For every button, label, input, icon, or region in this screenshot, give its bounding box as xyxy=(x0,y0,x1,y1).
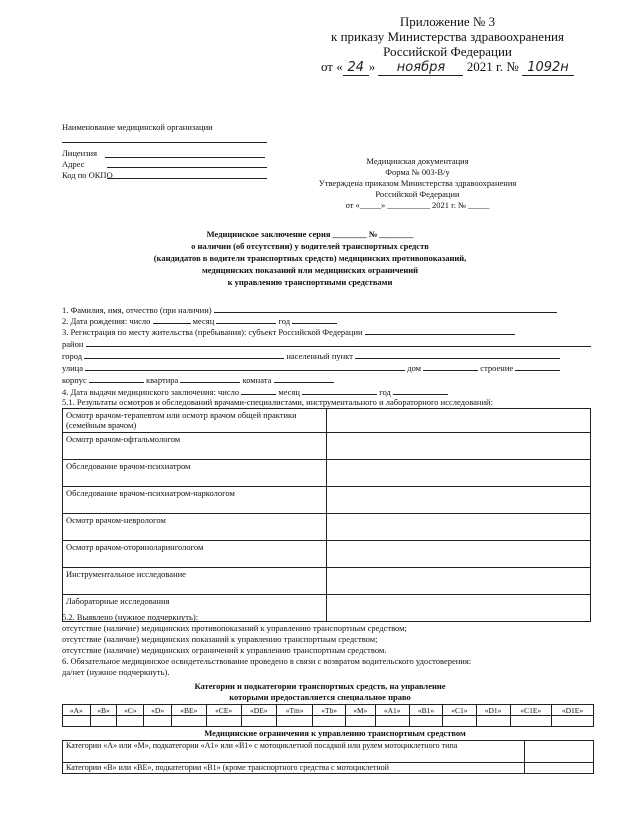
field-registration xyxy=(62,326,515,337)
category-value[interactable] xyxy=(241,716,277,727)
category-cell: «C1E» xyxy=(510,705,551,716)
category-cell: «BE» xyxy=(171,705,206,716)
title-l3: (кандидатов в водители транспортных средств) медицинских противопоказаний, xyxy=(153,253,467,263)
registration-label: 3. Регистрация по месту жительства (пребывания): субъект Российской Федерации xyxy=(62,327,363,337)
categories-title xyxy=(120,681,520,703)
appendix-title: Приложение № 3 xyxy=(399,14,496,29)
med-row-label: Категории «A» или «M», подкатегории «A1» или «B1» с мотоциклетной посадкой или рулем мотоциклетного типа xyxy=(63,741,525,763)
birth-year-label: год xyxy=(278,316,291,326)
category-value[interactable] xyxy=(313,716,346,727)
handwritten-day: 24 xyxy=(343,60,369,76)
category-cell: «C» xyxy=(117,705,144,716)
title-l4: медицинских показаний или медицинских ограничений xyxy=(201,265,419,275)
field-fullname xyxy=(62,304,557,315)
birth-day-label: 2. Дата рождения: число xyxy=(62,316,151,326)
category-value[interactable] xyxy=(90,716,117,727)
category-value[interactable] xyxy=(171,716,206,727)
date-prefix: от « xyxy=(320,59,343,74)
issue-month-label: месяц xyxy=(278,387,300,397)
category-cell: «C1» xyxy=(443,705,476,716)
settlement-label: населенный пункт xyxy=(286,351,353,361)
results-table xyxy=(62,408,591,622)
section-52 xyxy=(62,612,594,678)
category-cell: «B» xyxy=(90,705,117,716)
sec6-yesno[interactable]: да/нет (нужное подчеркнуть). xyxy=(62,667,170,677)
divider xyxy=(62,142,267,143)
title-l2: о наличии (об отсутствии) у водителей транспортных средств xyxy=(191,241,429,251)
result-label: Осмотр врачом-оториноларингологом xyxy=(63,541,327,568)
form-approved: Утверждена приказом Министерства здравоохранения xyxy=(318,178,517,188)
category-cell: «M» xyxy=(345,705,375,716)
result-value[interactable] xyxy=(327,487,591,514)
table-row xyxy=(63,433,591,460)
table-row xyxy=(63,568,591,595)
city-label: город xyxy=(62,351,83,361)
category-value[interactable] xyxy=(345,716,375,727)
category-value[interactable] xyxy=(375,716,409,727)
license-underline xyxy=(105,157,265,158)
result-label: Осмотр врачом-терапевтом или осмотр врачом общей практики (семейным врачом) xyxy=(63,409,327,433)
region-input[interactable] xyxy=(365,326,515,335)
street-label: улица xyxy=(62,363,83,373)
title-l5: к управлению транспортными средствами xyxy=(227,277,393,287)
form-date: от «_____» __________ 2021 г. № _____ xyxy=(345,200,490,210)
house-label: дом xyxy=(407,363,422,373)
category-cell: «DE» xyxy=(241,705,277,716)
med-row-label: Категории «B» или «BE», подкатегории «B1» (кроме транспортного средства с мотоциклетной xyxy=(63,763,525,774)
house-input[interactable] xyxy=(423,362,478,371)
document-title xyxy=(80,228,540,288)
category-cell: «D1E» xyxy=(551,705,593,716)
table-row xyxy=(63,763,594,774)
categories-header-row xyxy=(63,705,594,716)
field-block xyxy=(62,374,334,385)
city-input[interactable] xyxy=(84,350,284,359)
category-value[interactable] xyxy=(63,716,91,727)
form-doc-type: Медицинская документация xyxy=(366,156,469,166)
result-value[interactable] xyxy=(327,514,591,541)
table-row xyxy=(63,409,591,433)
category-value[interactable] xyxy=(117,716,144,727)
field-street xyxy=(62,362,560,373)
category-value[interactable] xyxy=(277,716,313,727)
field-city xyxy=(62,350,560,361)
table-row xyxy=(63,541,591,568)
appendix-ministry: Российской Федерации xyxy=(383,44,512,59)
building-label: строение xyxy=(480,363,514,373)
result-value[interactable] xyxy=(327,433,591,460)
block-label: корпус xyxy=(62,375,87,385)
birth-year-input[interactable] xyxy=(292,315,337,324)
field-district xyxy=(62,338,591,349)
category-cell: «CE» xyxy=(206,705,241,716)
category-value[interactable] xyxy=(144,716,172,727)
sec52-title: 5.2. Выявлено (нужное подчеркнуть): xyxy=(62,612,199,622)
issue-month-input[interactable] xyxy=(302,386,377,395)
category-value[interactable] xyxy=(510,716,551,727)
result-value[interactable] xyxy=(327,460,591,487)
appendix-order: к приказу Министерства здравоохранения xyxy=(331,29,564,44)
category-cell: «Tb» xyxy=(313,705,346,716)
category-cell: «A» xyxy=(63,705,91,716)
issue-day-label: 4. Дата выдачи медицинского заключения: число xyxy=(62,387,240,397)
org-name-label: Наименование медицинской организации xyxy=(62,122,213,132)
street-input[interactable] xyxy=(85,362,405,371)
birth-day-input[interactable] xyxy=(153,315,191,324)
category-value[interactable] xyxy=(551,716,593,727)
result-value[interactable] xyxy=(327,541,591,568)
categories-title-l1: Категории и подкатегории транспортных средств, на управление xyxy=(194,681,446,691)
category-value[interactable] xyxy=(476,716,510,727)
date-year: 2021 г. № xyxy=(466,59,519,74)
result-label: Осмотр врачом-офтальмологом xyxy=(63,433,327,460)
table-row xyxy=(63,741,594,763)
apartment-label: квартира xyxy=(146,375,179,385)
category-cell: «A1» xyxy=(375,705,409,716)
category-value[interactable] xyxy=(409,716,442,727)
title-series: Медицинское заключение серия ________ № ________ xyxy=(206,229,414,239)
result-label: Обследование врачом-психиатром xyxy=(63,460,327,487)
category-value[interactable] xyxy=(206,716,241,727)
apartment-input[interactable] xyxy=(180,374,240,383)
table-row xyxy=(63,514,591,541)
category-value[interactable] xyxy=(443,716,476,727)
okpo-label: Код по ОКПО xyxy=(62,170,113,180)
result-label: Лабораторные исследования xyxy=(63,595,327,622)
categories-value-row xyxy=(63,716,594,727)
district-label: район xyxy=(62,339,84,349)
birth-month-input[interactable] xyxy=(216,315,276,324)
form-ministry: Российской Федерации xyxy=(375,189,460,199)
issue-day-input[interactable] xyxy=(241,386,276,395)
med-row-value[interactable] xyxy=(525,741,594,763)
field-issue-date xyxy=(62,386,448,397)
category-cell: «D» xyxy=(144,705,172,716)
issue-year-label: год xyxy=(379,387,391,397)
field-birthdate xyxy=(62,315,337,326)
room-label: комната xyxy=(242,375,272,385)
result-value[interactable] xyxy=(327,568,591,595)
categories-table xyxy=(62,704,594,727)
categories-title-l2: которыми предоставляется специальное право xyxy=(229,692,411,702)
result-label: Инструментальное исследование xyxy=(63,568,327,595)
fullname-input[interactable] xyxy=(214,304,557,313)
handwritten-month: ноября xyxy=(378,60,463,76)
med-restrictions-title: Медицинские ограничения к управлению транспортным средством xyxy=(204,728,466,738)
block-input[interactable] xyxy=(89,374,144,383)
address-underline xyxy=(107,167,267,168)
district-input[interactable] xyxy=(86,338,591,347)
org-details xyxy=(62,148,272,181)
settlement-input[interactable] xyxy=(355,350,560,359)
result-value[interactable] xyxy=(327,409,591,433)
appendix-header xyxy=(300,14,595,76)
building-input[interactable] xyxy=(515,362,560,371)
license-label: Лицензия xyxy=(62,148,98,158)
category-cell: «Tm» xyxy=(277,705,313,716)
sec52-indic[interactable]: отсутствие (наличие) медицинских показаний к управлению транспортным средством; xyxy=(62,634,378,644)
issue-year-input[interactable] xyxy=(393,386,448,395)
field-results-title: 5.1. Результаты осмотров и обследований врачами-специалистами, инструментального и лабораторного исследований: xyxy=(62,397,493,407)
form-info xyxy=(290,156,545,211)
sec6-text: 6. Обязательное медицинское освидетельствование проведено в связи с возвратом водительского удостоверения: xyxy=(62,656,472,666)
sec52-contra[interactable]: отсутствие (наличие) медицинских противопоказаний к управлению транспортным средством; xyxy=(62,623,407,633)
sec52-restrict[interactable]: отсутствие (наличие) медицинских ограничений к управлению транспортным средством. xyxy=(62,645,387,655)
med-restrictions-table xyxy=(62,740,594,774)
appendix-date-line xyxy=(300,59,595,76)
okpo-underline xyxy=(107,178,267,179)
fullname-label: 1. Фамилия, имя, отчество (при наличии) xyxy=(62,305,212,315)
med-row-value[interactable] xyxy=(525,763,594,774)
handwritten-number: 1092н xyxy=(522,60,574,76)
room-input[interactable] xyxy=(274,374,334,383)
table-row xyxy=(63,487,591,514)
category-cell: «B1» xyxy=(409,705,442,716)
birth-month-label: месяц xyxy=(192,316,215,326)
category-cell: «D1» xyxy=(476,705,510,716)
address-label: Адрес xyxy=(62,159,85,169)
result-label: Осмотр врачом-неврологом xyxy=(63,514,327,541)
table-row xyxy=(63,460,591,487)
form-number: Форма № 003-В/у xyxy=(385,167,450,177)
date-mid: » xyxy=(368,59,376,74)
result-label: Обследование врачом-психиатром-наркологом xyxy=(63,487,327,514)
